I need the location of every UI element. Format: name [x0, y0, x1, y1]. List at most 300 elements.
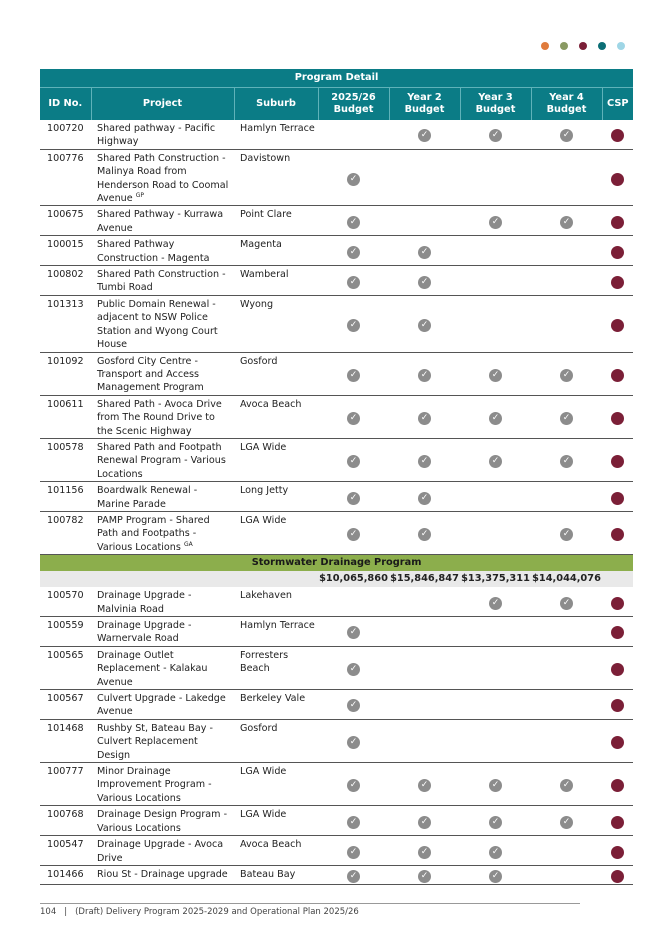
csp-indicator-icon [611, 528, 624, 541]
row-project [91, 719, 234, 762]
cell-csp [602, 836, 633, 866]
header-year2-budget: Year 2 Budget [389, 88, 460, 121]
cell-year4 [531, 690, 602, 720]
cell-year3 [460, 482, 531, 512]
project-name: Shared Path Construction - Tumbi Road [97, 269, 226, 294]
row-suburb: Magenta [234, 236, 318, 266]
csp-indicator-icon [611, 129, 624, 142]
row-suburb: LGA Wide [234, 763, 318, 806]
cell-csp [602, 511, 633, 554]
cell-year3 [460, 295, 531, 352]
cell-year4 [531, 587, 602, 616]
dot-icon [617, 42, 625, 50]
check-circle-icon: ✓ [418, 369, 431, 382]
row-id: 100768 [40, 806, 91, 836]
project-name: Drainage Outlet Replacement - Kalakau Avenue [97, 649, 208, 688]
check-circle-icon: ✓ [347, 626, 360, 639]
row-project [91, 295, 234, 352]
cell-csp [602, 719, 633, 762]
check-circle-icon: ✓ [489, 779, 502, 792]
stormwater-rows [40, 587, 633, 884]
footer-separator: | [64, 907, 68, 917]
table-row [40, 763, 633, 806]
check-circle-icon: ✓ [560, 779, 573, 792]
cell-year3 [460, 511, 531, 554]
cell-year4 [531, 352, 602, 395]
row-project [91, 690, 234, 720]
table-row [40, 352, 633, 395]
cell-year1 [318, 120, 389, 149]
project-name: Minor Drainage Improvement Program - Various Locations [97, 766, 212, 804]
project-name: Shared pathway - Pacific Highway [97, 123, 216, 148]
check-circle-icon: ✓ [560, 412, 573, 425]
cell-year1 [318, 719, 389, 762]
budget-spacer [40, 571, 318, 587]
cell-year4 [531, 511, 602, 554]
csp-indicator-icon [611, 276, 624, 289]
row-id: 101156 [40, 482, 91, 512]
row-project [91, 806, 234, 836]
row-project [91, 836, 234, 866]
cell-year1 [318, 865, 389, 884]
row-project [91, 587, 234, 616]
cell-year1 [318, 395, 389, 438]
check-circle-icon: ✓ [560, 597, 573, 610]
table-row [40, 266, 633, 296]
cell-year4 [531, 236, 602, 266]
project-name: Shared Path - Avoca Drive from The Round Drive to the Scenic Highway [97, 398, 222, 437]
header-year4-budget: Year 4 Budget [531, 88, 602, 121]
row-id: 100720 [40, 120, 91, 149]
cell-year4 [531, 266, 602, 296]
cell-year4 [531, 836, 602, 866]
cell-year2 [389, 149, 460, 206]
table-row [40, 617, 633, 647]
cell-csp [602, 236, 633, 266]
cell-year2 [389, 295, 460, 352]
check-circle-icon: ✓ [418, 412, 431, 425]
header-project: Project [91, 88, 234, 121]
cell-year1 [318, 206, 389, 236]
csp-indicator-icon [611, 369, 624, 382]
cell-year3 [460, 266, 531, 296]
cell-year1 [318, 690, 389, 720]
row-project [91, 236, 234, 266]
row-id: 100802 [40, 266, 91, 296]
row-id: 100776 [40, 149, 91, 206]
row-id: 100015 [40, 236, 91, 266]
row-suburb: Hamlyn Terrace [234, 120, 318, 149]
row-id: 100578 [40, 438, 91, 481]
header-year1-budget: 2025/26 Budget [318, 88, 389, 121]
row-id: 100547 [40, 836, 91, 866]
cell-year4 [531, 120, 602, 149]
row-id: 101466 [40, 865, 91, 884]
page-number: 104 [40, 907, 57, 917]
cell-year3 [460, 395, 531, 438]
budget-spacer [602, 571, 633, 587]
check-circle-icon: ✓ [489, 455, 502, 468]
check-circle-icon: ✓ [347, 779, 360, 792]
cell-year3 [460, 352, 531, 395]
row-suburb: Lakehaven [234, 587, 318, 616]
cell-year3 [460, 236, 531, 266]
table-row [40, 438, 633, 481]
cell-year1 [318, 438, 389, 481]
budget-year3: $13,375,311 [460, 571, 531, 587]
cell-year2 [389, 806, 460, 836]
check-circle-icon: ✓ [489, 870, 502, 883]
project-name: Shared Path Construction - Malinya Road from Henderson Road to Coomal Avenue [97, 152, 229, 205]
cell-year4 [531, 617, 602, 647]
row-suburb: Forresters Beach [234, 646, 318, 689]
cell-csp [602, 865, 633, 884]
table-row [40, 690, 633, 720]
csp-indicator-icon [611, 663, 624, 676]
dot-icon [598, 42, 606, 50]
row-id: 100777 [40, 763, 91, 806]
row-suburb: Long Jetty [234, 482, 318, 512]
cell-csp [602, 763, 633, 806]
project-name: Shared Path and Footpath Renewal Program - Various Locations [97, 441, 226, 480]
csp-indicator-icon [611, 246, 624, 259]
csp-indicator-icon [611, 173, 624, 186]
row-suburb: Hamlyn Terrace [234, 617, 318, 647]
page-footer [40, 907, 359, 917]
cell-csp [602, 206, 633, 236]
header-id: ID No. [40, 88, 91, 121]
row-project [91, 617, 234, 647]
cell-year4 [531, 646, 602, 689]
cell-year2 [389, 352, 460, 395]
row-project [91, 646, 234, 689]
row-id: 101468 [40, 719, 91, 762]
cell-year1 [318, 236, 389, 266]
check-circle-icon: ✓ [560, 528, 573, 541]
check-circle-icon: ✓ [347, 736, 360, 749]
row-id: 100565 [40, 646, 91, 689]
cell-year3 [460, 206, 531, 236]
project-name: Drainage Upgrade - Warnervale Road [97, 620, 192, 645]
check-circle-icon: ✓ [418, 779, 431, 792]
row-suburb: Bateau Bay [234, 865, 318, 884]
row-id: 100675 [40, 206, 91, 236]
csp-indicator-icon [611, 779, 624, 792]
project-name: Drainage Design Program - Various Locations [97, 809, 228, 834]
csp-indicator-icon [611, 626, 624, 639]
budget-year1: $10,065,860 [318, 571, 389, 587]
cell-year2 [389, 120, 460, 149]
table-row [40, 236, 633, 266]
dot-icon [579, 42, 587, 50]
check-circle-icon: ✓ [418, 129, 431, 142]
cell-year1 [318, 587, 389, 616]
table-row [40, 295, 633, 352]
project-name: Rushby St, Bateau Bay - Culvert Replacement Design [97, 722, 213, 761]
cell-year4 [531, 295, 602, 352]
check-circle-icon: ✓ [418, 846, 431, 859]
csp-indicator-icon [611, 319, 624, 332]
check-circle-icon: ✓ [347, 663, 360, 676]
cell-year1 [318, 763, 389, 806]
cell-year1 [318, 482, 389, 512]
cell-year3 [460, 646, 531, 689]
csp-indicator-icon [611, 870, 624, 883]
cell-year3 [460, 836, 531, 866]
project-tag: GA [183, 540, 193, 548]
row-project [91, 120, 234, 149]
project-name: Culvert Upgrade - Lakedge Avenue [97, 693, 226, 718]
cell-year1 [318, 511, 389, 554]
decorative-dots [541, 42, 625, 50]
check-circle-icon: ✓ [489, 216, 502, 229]
check-circle-icon: ✓ [347, 846, 360, 859]
row-project [91, 482, 234, 512]
project-name: Shared Pathway Construction - Magenta [97, 239, 210, 264]
project-name: PAMP Program - Shared Path and Footpaths - Various Locations [97, 514, 210, 553]
cell-csp [602, 806, 633, 836]
check-circle-icon: ✓ [418, 492, 431, 505]
table-row [40, 646, 633, 689]
row-project [91, 352, 234, 395]
table-row [40, 395, 633, 438]
row-project [91, 206, 234, 236]
row-suburb: Wyong [234, 295, 318, 352]
cell-year3 [460, 690, 531, 720]
cell-csp [602, 295, 633, 352]
stormwater-section [40, 555, 633, 588]
table-row [40, 865, 633, 884]
cell-year1 [318, 295, 389, 352]
cell-csp [602, 690, 633, 720]
header-csp: CSP [602, 88, 633, 121]
cell-year3 [460, 149, 531, 206]
check-circle-icon: ✓ [489, 597, 502, 610]
csp-indicator-icon [611, 455, 624, 468]
cell-year2 [389, 482, 460, 512]
cell-year3 [460, 617, 531, 647]
check-circle-icon: ✓ [347, 699, 360, 712]
section-budget-row [40, 571, 633, 587]
cell-year2 [389, 865, 460, 884]
project-name: Boardwalk Renewal - Marine Parade [97, 485, 198, 510]
table-row [40, 149, 633, 206]
row-id: 101313 [40, 295, 91, 352]
cell-year1 [318, 806, 389, 836]
check-circle-icon: ✓ [347, 276, 360, 289]
cell-year2 [389, 690, 460, 720]
cell-year4 [531, 482, 602, 512]
check-circle-icon: ✓ [489, 129, 502, 142]
csp-indicator-icon [611, 736, 624, 749]
row-id: 100782 [40, 511, 91, 554]
check-circle-icon: ✓ [489, 846, 502, 859]
dot-icon [541, 42, 549, 50]
row-suburb: Wamberal [234, 266, 318, 296]
cell-year4 [531, 206, 602, 236]
csp-indicator-icon [611, 597, 624, 610]
csp-indicator-icon [611, 492, 624, 505]
check-circle-icon: ✓ [347, 528, 360, 541]
project-name: Gosford City Centre - Transport and Access Management Program [97, 355, 204, 394]
row-suburb: Avoca Beach [234, 836, 318, 866]
table-row [40, 482, 633, 512]
check-circle-icon: ✓ [489, 412, 502, 425]
check-circle-icon: ✓ [489, 816, 502, 829]
cell-csp [602, 646, 633, 689]
row-suburb: Avoca Beach [234, 395, 318, 438]
cell-csp [602, 266, 633, 296]
project-name: Riou St - Drainage upgrade [97, 868, 228, 880]
cell-year2 [389, 646, 460, 689]
check-circle-icon: ✓ [560, 369, 573, 382]
check-circle-icon: ✓ [560, 129, 573, 142]
check-circle-icon: ✓ [418, 528, 431, 541]
cell-year4 [531, 395, 602, 438]
row-project [91, 865, 234, 884]
cell-csp [602, 352, 633, 395]
table-row [40, 206, 633, 236]
table-row [40, 511, 633, 554]
document-title: (Draft) Delivery Program 2025-2029 and Operational Plan 2025/26 [75, 907, 359, 917]
csp-indicator-icon [611, 816, 624, 829]
table-row [40, 587, 633, 616]
footer-divider [40, 903, 580, 904]
cell-csp [602, 482, 633, 512]
check-circle-icon: ✓ [347, 369, 360, 382]
check-circle-icon: ✓ [560, 816, 573, 829]
row-suburb: Gosford [234, 352, 318, 395]
row-id: 101092 [40, 352, 91, 395]
check-circle-icon: ✓ [347, 455, 360, 468]
csp-indicator-icon [611, 412, 624, 425]
cell-year2 [389, 206, 460, 236]
row-id: 100559 [40, 617, 91, 647]
csp-indicator-icon [611, 699, 624, 712]
cell-year4 [531, 865, 602, 884]
check-circle-icon: ✓ [418, 319, 431, 332]
row-project [91, 149, 234, 206]
program-rows [40, 120, 633, 555]
header-suburb: Suburb [234, 88, 318, 121]
section-title: Stormwater Drainage Program [40, 555, 633, 572]
csp-indicator-icon [611, 216, 624, 229]
table-row [40, 719, 633, 762]
program-detail-table [40, 69, 633, 885]
cell-year3 [460, 763, 531, 806]
cell-year1 [318, 836, 389, 866]
cell-year2 [389, 236, 460, 266]
cell-year2 [389, 763, 460, 806]
row-project [91, 266, 234, 296]
cell-year3 [460, 865, 531, 884]
cell-csp [602, 617, 633, 647]
check-circle-icon: ✓ [489, 369, 502, 382]
cell-csp [602, 395, 633, 438]
row-suburb: Point Clare [234, 206, 318, 236]
cell-year3 [460, 438, 531, 481]
check-circle-icon: ✓ [418, 455, 431, 468]
csp-indicator-icon [611, 846, 624, 859]
cell-year2 [389, 836, 460, 866]
row-id: 100611 [40, 395, 91, 438]
cell-csp [602, 120, 633, 149]
check-circle-icon: ✓ [347, 173, 360, 186]
budget-year4: $14,044,076 [531, 571, 602, 587]
row-project [91, 438, 234, 481]
row-project [91, 511, 234, 554]
cell-year4 [531, 806, 602, 836]
project-name: Public Domain Renewal - adjacent to NSW Police Station and Wyong Court House [97, 298, 218, 351]
row-project [91, 763, 234, 806]
row-suburb: LGA Wide [234, 806, 318, 836]
cell-year4 [531, 149, 602, 206]
row-id: 100570 [40, 587, 91, 616]
cell-year2 [389, 266, 460, 296]
cell-year3 [460, 719, 531, 762]
project-name: Drainage Upgrade - Malvinia Road [97, 590, 192, 615]
cell-csp [602, 438, 633, 481]
project-name: Shared Pathway - Kurrawa Avenue [97, 209, 224, 234]
check-circle-icon: ✓ [418, 246, 431, 259]
cell-year1 [318, 617, 389, 647]
table-row [40, 836, 633, 866]
cell-year3 [460, 120, 531, 149]
cell-year4 [531, 719, 602, 762]
check-circle-icon: ✓ [347, 816, 360, 829]
cell-year1 [318, 266, 389, 296]
check-circle-icon: ✓ [347, 492, 360, 505]
cell-year2 [389, 395, 460, 438]
table-title: Program Detail [40, 69, 633, 88]
project-tag: GP [135, 191, 144, 199]
check-circle-icon: ✓ [560, 455, 573, 468]
check-circle-icon: ✓ [347, 412, 360, 425]
project-name: Drainage Upgrade - Avoca Drive [97, 839, 224, 864]
check-circle-icon: ✓ [418, 870, 431, 883]
cell-year2 [389, 587, 460, 616]
cell-year1 [318, 646, 389, 689]
cell-year4 [531, 763, 602, 806]
check-circle-icon: ✓ [347, 246, 360, 259]
cell-year2 [389, 617, 460, 647]
row-suburb: Gosford [234, 719, 318, 762]
row-suburb: LGA Wide [234, 438, 318, 481]
table-row [40, 806, 633, 836]
check-circle-icon: ✓ [418, 816, 431, 829]
cell-year2 [389, 511, 460, 554]
cell-year4 [531, 438, 602, 481]
cell-csp [602, 587, 633, 616]
cell-csp [602, 149, 633, 206]
row-id: 100567 [40, 690, 91, 720]
cell-year3 [460, 587, 531, 616]
row-project [91, 395, 234, 438]
cell-year1 [318, 149, 389, 206]
row-suburb: Davistown [234, 149, 318, 206]
dot-icon [560, 42, 568, 50]
check-circle-icon: ✓ [418, 276, 431, 289]
cell-year3 [460, 806, 531, 836]
header-year3-budget: Year 3 Budget [460, 88, 531, 121]
row-suburb: LGA Wide [234, 511, 318, 554]
cell-year1 [318, 352, 389, 395]
check-circle-icon: ✓ [347, 870, 360, 883]
table-row [40, 120, 633, 149]
check-circle-icon: ✓ [347, 319, 360, 332]
budget-year2: $15,846,847 [389, 571, 460, 587]
row-suburb: Berkeley Vale [234, 690, 318, 720]
